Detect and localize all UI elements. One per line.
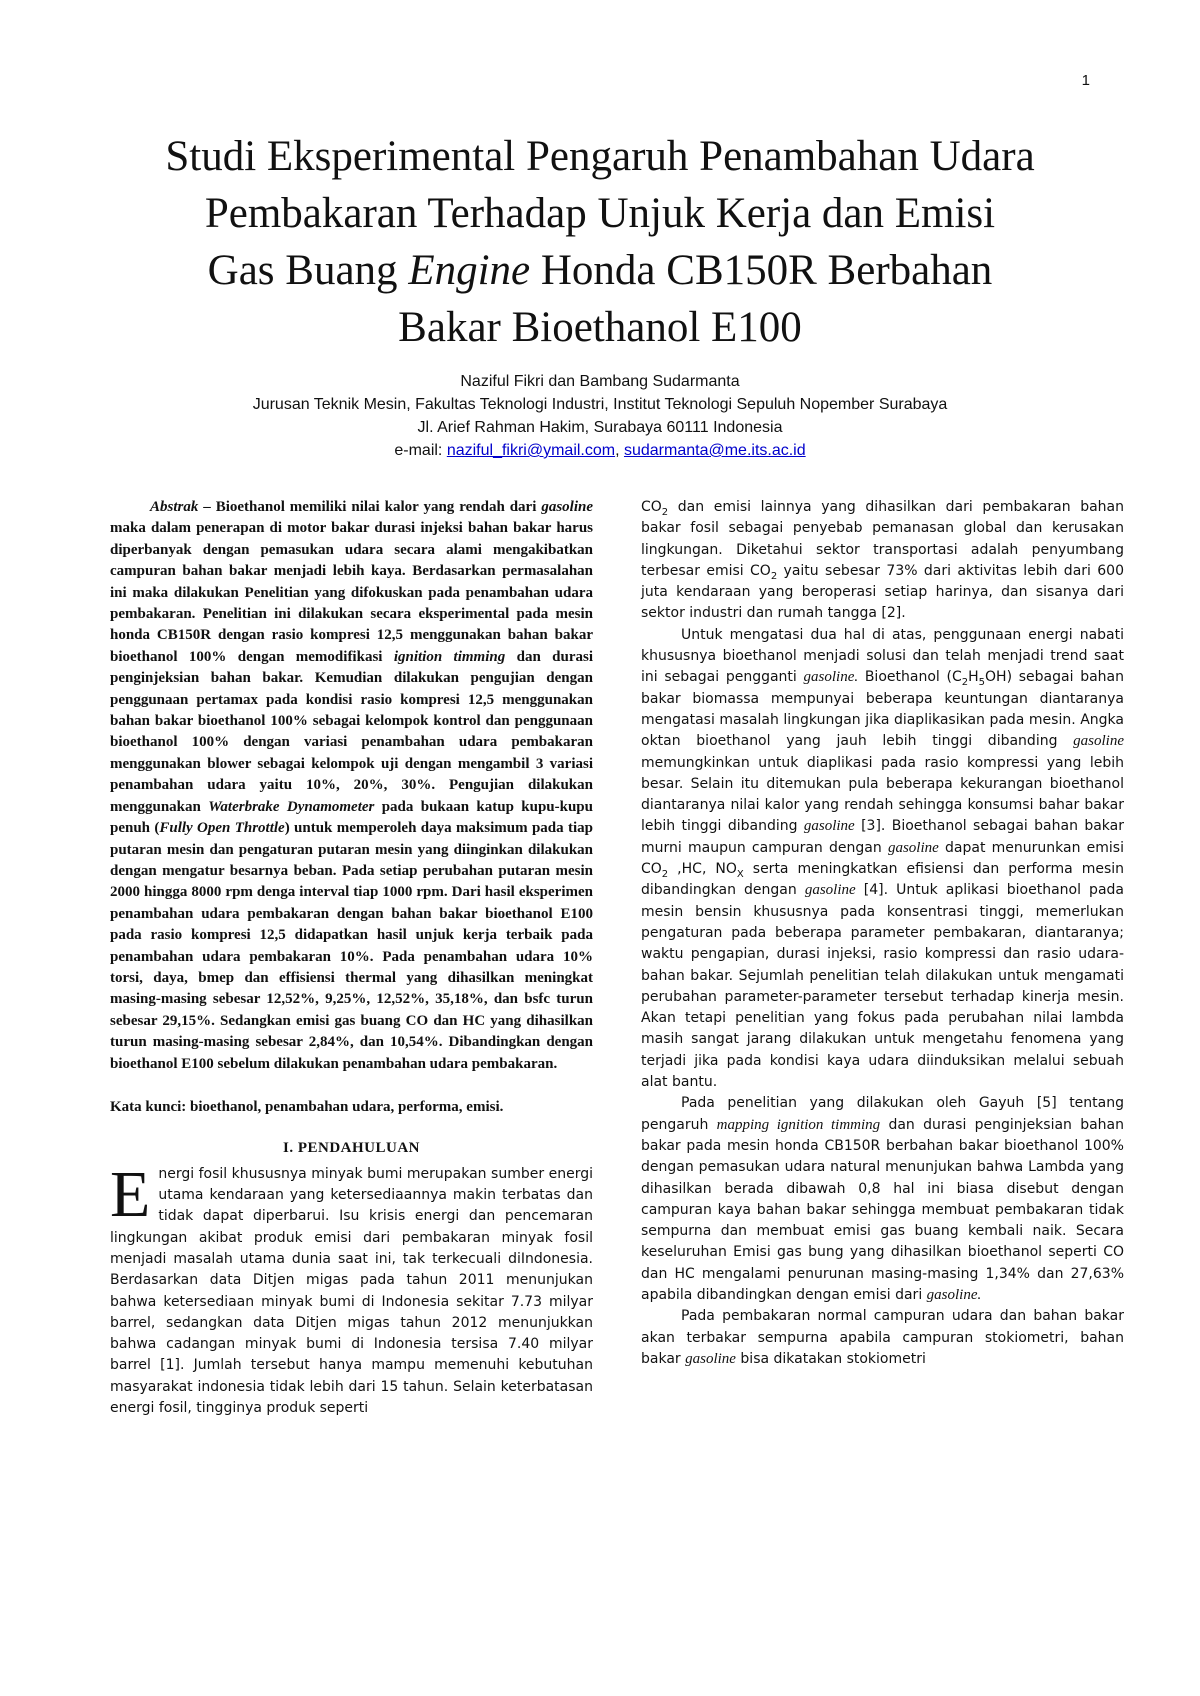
intro-paragraph-1-text: nergi fosil khususnya minyak bumi merupakan sumber energi utama kendaraan yang ketersediaannya makin terbatas dan tidak dapat diperbarui. Isu krisis energi dan pencemaran lingkungan akibat produk emisi dari pembakaran minyak fosil menjadi masalah utama dunia saat ini, tak terkecuali diIndonesia. Berdasarkan data Ditjen migas pada tahun 2011 menunjukan bahwa ketersediaan minyak bumi di Indonesia sekitar 7.73 milyar barrel, sedangkan data Ditjen migas tahun 2012 menunjukkan bahwa cadangan minyak bumi di Indonesia tersisa 7.40 milyar barrel [1]. Jumlah tersebut hanya mampu memenuhi kebutuhan masyarakat indonesia tidak lebih dari 15 tahun. Selain keterbatasan energi fosil, tingginya produk seperti	[110, 1165, 593, 1417]
abstract-italic-1: gasoline	[541, 499, 593, 515]
title-line-3a: Gas Buang	[207, 247, 409, 294]
right-column	[641, 497, 1124, 1370]
right-paragraph-1: $CO_2$ dan emisi lainnya yang dihasilkan dari pembakaran bahan bakar fosil sebagai penyebab pemanasan global dan kerusakan lingkungan. Diketahui sektor transportasi adalah penyumbang terbesar emisi $CO_2$ yaitu sebesar 73% dari aktivitas lebih dari 600 juta kendaraan yang beroperasi setiap harinya, dan sisanya dari sektor industri dan rumah tangga [2].	[641, 499, 1124, 622]
abstract	[110, 497, 593, 1075]
right-paragraph-2: Untuk mengatasi dua hal di atas, penggunaan energi nabati khususnya bioethanol menjadi solusi dan telah menjadi trend saat ini sebagai pengganti gasoline. Bioethanol $(C_2H_5OH)$ sebagai bahan bakar biomassa mempunyai beberapa keuntungan diantaranya mengatasi masalah lingkungan jika diaplikasikan pada mesin. Angka oktan bioethanol yang jauh lebih tinggi dibanding gasoline memungkinkan untuk diaplikasi pada rasio kompressi yang lebih besar. Selain itu ditemukan pula beberapa kekurangan bioethanol diantaranya nilai kalor yang rendah sehingga konsumsi bahar bakar lebih tinggi dibanding gasoline [3]. Bioethanol sebagai bahan bakar murni maupun campuran dengan gasoline dapat menurunkan emisi $CO_2$ ,HC, $NO_X$ serta meningkatkan efisiensi dan performa mesin dibandingkan dengan gasoline [4]. Untuk aplikasi bioethanol pada mesin bensin khususnya pada konsentrasi tinggi, memerlukan pengaturan pada beberapa parameter pembakaran, diantaranya; waktu pengapian, durasi injeksi, rasio kompressi dan rasio udara-bahan bakar. Sejumlah penelitian telah dilakukan untuk mengamati perubahan parameter-parameter tersebut terhadap kinerja mesin. Akan tetapi penelitian yang fokus pada perubahan nilai lambda masih sangat jarang dilakukan untuk mengetahu fenomena yang terjadi jika pada kondisi kaya udara diinduksikan melalui sebuah alat bantu.	[641, 626, 1124, 1091]
abstract-text-3: dan durasi penginjeksian bahan bakar. Kemudian dilakukan pengujian dengan penggunaan pertamax pada kondisi rasio kompresi 12,5 menggunakan bahan bakar bioethanol 100% sebagai kelompok kontrol dan penggunaan bioethanol 100% dengan variasi penambahan udara pembakaran menggunakan blower sebagai kelompok uji dengan mengambil 3 variasi penambahan udara yaitu 10%, 20%, 30%. Pengujian dilakukan menggunakan	[110, 648, 593, 815]
abstract-italic-4: Fully Open Throttle	[159, 820, 285, 837]
abstract-text-1: – Bioethanol memiliki nilai kalor yang rendah dari	[198, 499, 542, 515]
abstract-text-2: maka dalam penerapan di motor bakar durasi injeksi bahan bakar harus diperbanyak dengan pemasukan udara secara alami mengakibatkan campuran bahan bakar menjadi lebih kaya. Berdasarkan permasalahan ini maka dilakukan Penelitian yang difokuskan pada penambahan udara pembakaran. Penelitian ini dilakukan secara eksperimental pada mesin honda CB150R dengan rasio kompresi 12,5 menggunakan bahan bakar bioethanol 100% dengan memodifikasi	[110, 520, 593, 665]
author-block	[80, 370, 1120, 462]
author-affiliation: Jurusan Teknik Mesin, Fakultas Teknologi Industri, Institut Teknologi Sepuluh Nopember Surabaya	[252, 396, 948, 413]
page-number: 1	[1081, 72, 1090, 89]
right-paragraph-3: Pada penelitian yang dilakukan oleh Gayuh [5] tentang pengaruh mapping ignition timming dan durasi penginjeksian bahan bakar pada mesin honda CB150R berbahan bakar bioethanol 100% dengan pemasukan udara natural menunjukan bahwa Lambda yang dihasilkan berada dibawah 0,8 hal ini biasa disebut dengan campuran kaya bahan bakar sehingga membuat pembakaran tidak sempurna dan membuat emisi gas buang kembali naik. Secara keseluruhan Emisi gas bung yang dihasilkan bioethanol seperti CO dan HC mengalami penurunan masing-masing 1,34% dan 27,63% apabila dibandingkan dengan emisi dari gasoline.	[641, 1095, 1125, 1303]
email-link-2[interactable]: sudarmanta@me.its.ac.id	[623, 442, 806, 459]
abstract-text-5: ) untuk memperoleh daya maksimum pada tiap putaran mesin dan pengaturan putaran mesin yang diinginkan dilakukan dengan mengatur besarnya beban. Pada setiap perubahan putaran mesin 2000 hingga 8000 rpm denga interval tiap 1000 rpm. Dari hasil eksperimen penambahan udara pembakaran dengan bahan bakar bioethanol E100 pada rasio kompresi 12,5 didapatkan hasil unjuk kerja terbaik pada penambahan udara pembakaran 10%. Pada penambahan udara 10% torsi, daya, bmep dan effisiensi thermal yang dihasilkan meningkat masing-masing sebesar 12,52%, 9,25%, 12,52%, 35,18%, dan bsfc turun sebesar 29,15%. Sedangkan emisi gas buang CO dan HC yang dihasilkan turun masing-masing sebesar 2,84%, dan 10,54%. Dibandingkan dengan bioethanol E100 sebelum dilakukan penambahan udara pembakaran.	[110, 820, 593, 1072]
abstract-italic-3: Waterbrake Dynamometer	[208, 798, 375, 815]
title-line-4: Bakar Bioethanol E100	[398, 304, 802, 351]
left-column	[110, 497, 593, 1419]
author-names: Naziful Fikri dan Bambang Sudarmanta	[460, 373, 740, 390]
title-line-1: Studi Eksperimental Pengaruh Penambahan Udara	[165, 133, 1035, 180]
intro-paragraph-1	[110, 1157, 593, 1420]
title-line-3b: Honda CB150R Berbahan	[530, 247, 993, 294]
title-engine-italic: Engine	[408, 247, 531, 294]
author-emails	[80, 439, 1120, 462]
right-paragraph-4: Pada pembakaran normal campuran udara dan bahan bakar akan terbakar sempurna apabila campuran stokiometri, bahan bakar gasoline bisa dikatakan stokiometri	[641, 1308, 1124, 1367]
email-label: e-mail:	[394, 442, 447, 459]
title-line-2: Pembakaran Terhadap Unjuk Kerja dan Emisi	[204, 190, 996, 237]
paper-title	[80, 128, 1120, 356]
drop-cap: E	[110, 1157, 151, 1231]
keywords: Kata kunci: bioethanol, penambahan udara, performa, emisi.	[110, 1098, 504, 1115]
email-link-1[interactable]: naziful_fikri@ymail.com	[446, 442, 616, 459]
abstract-italic-2: ignition timming	[393, 648, 506, 665]
abstract-text-4: pada bukaan katup kupu-kupu penuh (	[110, 798, 593, 837]
email-separator: ,	[615, 442, 624, 459]
author-address: Jl. Arief Rahman Hakim, Surabaya 60111 Indonesia	[417, 419, 783, 436]
section-heading-introduction: I. PENDAHULUAN	[282, 1140, 420, 1157]
abstract-label: Abstrak	[150, 499, 199, 515]
